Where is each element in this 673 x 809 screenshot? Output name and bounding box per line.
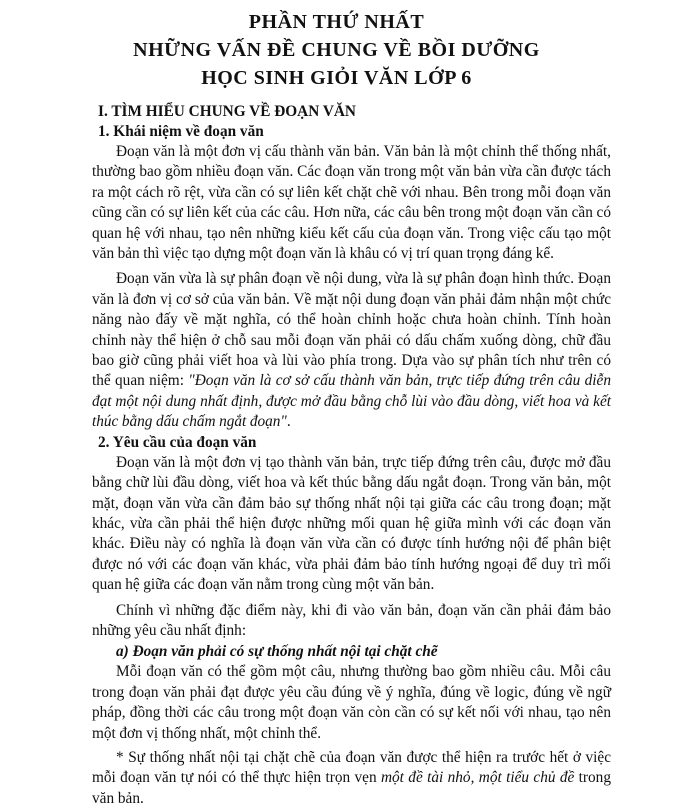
title-line-2: NHỮNG VẤN ĐỀ CHUNG VỀ BỒI DƯỠNG [133, 39, 540, 61]
title-line-3: HỌC SINH GIỎI VĂN LỚP 6 [201, 67, 472, 89]
definition-quote: "Đoạn văn là cơ sở cấu thành văn bản, trực tiếp đứng trên câu diễn đạt một nội dung nhất định, được mở đầu bằng chỗ lùi vào đầu dòng, viết hoa và kết thúc bằng dấu chấm ngắt đoạn" [92, 372, 611, 431]
star-text: * Sự thống nhất nội tại chặt chẽ của đoạn văn được thể hiện ra trước hết ở việc mỗi đoạn văn tự nói có thể thực hiện trọn vẹn [92, 748, 611, 787]
paragraph-definition-2 [92, 269, 611, 432]
document-title [62, 8, 611, 92]
subsection-1-heading: 1. Khái niệm về đoạn văn [98, 123, 264, 140]
paragraph-definition-1: Đoạn văn là một đơn vị cấu thành văn bản. Văn bản là một chỉnh thể thống nhất, thường bao gồm nhiều đoạn văn. Các đoạn văn trong một văn bản vừa cần được tách ra một cách rõ rệt, vừa cần có sự liên kết chặt chẽ với nhau. Bên trong mỗi đoạn văn cũng cần có sự liên kết của các câu. Hơn nữa, các câu bên trong một đoạn văn cần có quan hệ với nhau, tạo nên những kiểu kết cấu của đoạn văn. Trong việc cấu tạo một văn bản thì việc tạo dựng một đoạn văn là khâu có vị trí quan trọng đáng kể. [92, 143, 611, 263]
paragraph-requirements-2: Chính vì những đặc điểm này, khi đi vào văn bản, đoạn văn cần phải đảm bảo những yêu cầu nhất định: [92, 601, 611, 639]
paragraph-requirement-a: Mỗi đoạn văn có thể gồm một câu, nhưng thường bao gồm nhiều câu. Mỗi câu trong đoạn văn phải đạt được yêu cầu đúng về ý nghĩa, đúng về logic, đúng về ngữ pháp, đồng thời các câu trong một đoạn văn còn cần có sự kết nối với nhau, tạo nên một đơn vị thống nhất, một chỉnh thể. [92, 663, 611, 742]
section-heading: I. TÌM HIỂU CHUNG VỀ ĐOẠN VĂN [98, 103, 356, 120]
title-line-1: PHẦN THỨ NHẤT [248, 11, 425, 33]
requirement-a-heading: a) Đoạn văn phải có sự thống nhất nội tại chặt chẽ [116, 643, 438, 661]
subsection-2-heading: 2. Yêu cầu của đoạn văn [98, 433, 257, 451]
paragraph-end: . [286, 413, 291, 431]
paragraph-text: Đoạn văn vừa là sự phân đoạn về nội dung, vừa là sự phân đoạn hình thức. Đoạn văn là đơn vị cơ sở của văn bản. Về mặt nội dung đoạn văn phải đảm nhận một chức năng nào đấy về mặt nghĩa, có thể hoàn chỉnh hoặc chưa hoàn chỉnh. Tính hoàn chỉnh này thể hiện ở chỗ sau mỗi đoạn văn phải có dấu chấm xuống dòng, chữ đầu bao giờ cũng phải viết hoa và lùi vào phía trong. Dựa vào sự phân tích như trên có thể quan niệm: [92, 270, 611, 390]
paragraph-star-note [92, 748, 611, 809]
star-italic: một đề tài nhỏ, một tiểu chủ đề [380, 769, 575, 787]
paragraph-requirements-1: Đoạn văn là một đơn vị tạo thành văn bản, trực tiếp đứng trên câu, được mở đầu bằng chữ lùi đầu dòng, viết hoa và kết thúc bằng dấu ngắt đoạn. Trong văn bản, một mặt, đoạn văn vừa cần đảm bảo sự thống nhất nội tại giữa các câu trong đoạn; mặt khác, vừa cần phải thể hiện được những mối quan hệ giữa mình với các đoạn văn khác. Điều này có nghĩa là đoạn văn vừa cần có được tính hướng nội để phân biệt được nó với các đoạn văn khác, vừa phải đảm bảo tính hướng ngoại để duy trì mối quan hệ giữa các đoạn văn nằm trong cùng một văn bản. [92, 453, 611, 594]
star-end: trong văn bản. [92, 769, 611, 807]
